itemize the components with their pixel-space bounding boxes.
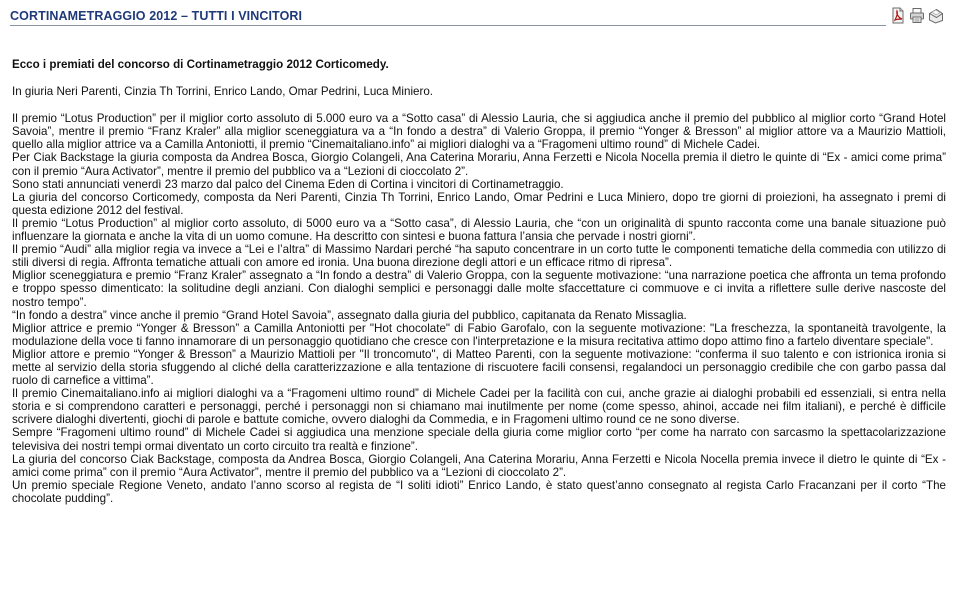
article-paragraph: La giuria del concorso Ciak Backstage, composta da Andrea Bosca, Giorgio Colangeli, Ana Caterina Morariu, Anna Ferzetti e Nicola Nocella premia invece il dietro le quinte di “Ex - amici come prima” con il premio “Aura Activator”, mentre il premio del pubblico va a “Lezioni di cioccolato 2”.	[12, 452, 946, 479]
article-paragraph: Un premio speciale Regione Veneto, andato l’anno scorso al regista de “I soliti idioti” Enrico Lando, è stato quest’anno consegnato al regista Carlo Fracanzani per il corto “The chocolate pudding”.	[12, 478, 946, 505]
article-tools	[890, 7, 944, 24]
article-header	[10, 6, 940, 28]
article-paragraph: Miglior attore e premio “Yonger & Bresson” a Maurizio Mattioli per "Il troncomuto", di Matteo Parenti, con la seguente motivazione: “conferma il suo talento e con istrionica ironia si mette al servizio della storia sfuggendo al cliché della caratterizzazione e alla tentazione di riscuotere facili consensi, regalandoci un personaggio credibile che con garbo passa dal ruolo di carnefice a vittima”.	[12, 347, 946, 388]
article-body	[12, 58, 946, 505]
article-paragraph: Il premio “Lotus Production” per il miglior corto assoluto di 5.000 euro va a “Sotto casa” di Alessio Lauria, che si aggiudica anche il premio del pubblico al miglior corto “Grand Hotel Savoia”, mentre il premio “Franz Kraler” alla miglior sceneggiatura va a “In fondo a destra” di Valerio Groppa, il premio “Yonger & Bresson” al miglior attore va a Maurizio Mattioli, quello alla miglior attrice va a Camilla Antoniotti, il premio “Cinemaitaliano.info” ai migliori dialoghi va a “Fragomeni ultimo round” di Michele Cadei.	[12, 112, 946, 152]
title-divider	[10, 25, 886, 26]
article-paragraph: Il premio Cinemaitaliano.info ai migliori dialoghi va a “Fragomeni ultimo round” di Michele Cadei per la facilità con cui, anche grazie ai dialoghi probabili ed essenziali, si entra nella storia e si comprendono caratteri e personaggi, perché i personaggi non si chiamano mai inutilmente per nome (come spesso, ahinoi, accade nei film italiani), e perché è difficile scrivere dialoghi divertenti, giochi di parole e battute comiche, ovvero dialoghi da Commedia, e in Fragomeni ultimo round ce ne sono diverse.	[12, 387, 946, 427]
article-paragraph: Sempre “Fragomeni ultimo round” di Michele Cadei si aggiudica una menzione speciale della giuria come miglior corto “per come ha narrato con sarcasmo la spettacolarizzazione televisiva dei nostri tempi ormai diventato un corto circuito tra realtà e finzione”.	[12, 426, 946, 453]
jury-line: In giuria Neri Parenti, Cinzia Th Torrini, Enrico Lando, Omar Pedrini, Luca Miniero.	[12, 85, 433, 99]
article-paragraph: Miglior sceneggiatura e premio “Franz Kraler” assegnato a “In fondo a destra” di Valerio Groppa, con la seguente motivazione: “una narrazione poetica che affronta un tema profondo e troppo spesso dimenticato: la solitudine degli anziani. Con dialoghi semplici e personaggi dalle molte sfaccettature ci commuove e ci invita a riflettere sulle derive nascoste del nostro tempo”.	[12, 269, 946, 309]
page-title: CORTINAMETRAGGIO 2012 – TUTTI I VINCITORI	[10, 9, 303, 23]
pdf-icon[interactable]	[890, 7, 906, 24]
article-paragraph: Il premio “Audi” alla miglior regia va invece a “Lei e l’altra” di Massimo Nardari perché “ha saputo concentrare in un corto tutte le componenti tematiche della commedia con utilizzo di stili diversi di regia. Affronta tematiche attuali con amore ed ironia. Una buona direzione degli attori e un efficace ritmo di ripresa”.	[12, 243, 946, 270]
print-icon[interactable]	[909, 7, 925, 24]
email-icon[interactable]	[928, 7, 944, 24]
article-paragraph: La giuria del concorso Corticomedy, composta da Neri Parenti, Cinzia Th Torrini, Enrico Lando, Omar Pedrini e Luca Miniero, dopo tre giorni di proiezioni, ha assegnato i premi di questa edizione 2012 del festival.	[12, 190, 946, 217]
article-paragraph: Sono stati annunciati venerdì 23 marzo dal palco del Cinema Eden di Cortina i vincitori di Cortinametraggio.	[12, 177, 564, 191]
article-paragraph: Per Ciak Backstage la giuria composta da Andrea Bosca, Giorgio Colangeli, Ana Caterina Morariu, Anna Ferzetti e Nicola Nocella premia il dietro le quinte di “Ex - amici come prima” con il premio “Aura Activator”, mentre il premio del pubblico va a “Lezioni di cioccolato 2”.	[12, 151, 946, 178]
article-lead: Ecco i premiati del concorso di Cortinametraggio 2012 Corticomedy.	[12, 58, 389, 71]
article-paragraph: “In fondo a destra” vince anche il premio “Grand Hotel Savoia”, assegnato dalla giuria del pubblico, capitanata da Renato Missaglia.	[12, 308, 687, 322]
article-paragraph: Il premio “Lotus Production” al miglior corto assoluto, di 5000 euro va a “Sotto casa”, di Alessio Lauria, che “con un originalità di spunto racconta come una banale situazione può influenzare la giornata e anche la vita di un uomo comune. Ha descritto con sintesi e buona fattura l’ansia che pervade i nostri giorni”.	[12, 216, 946, 244]
article-paragraph: Miglior attrice e premio “Yonger & Bresson” a Camilla Antoniotti per "Hot chocolate" di Fabio Garofalo, con la seguente motivazione: "La freschezza, la spontaneità travolgente, la modulazione della voce ti fanno innamorare di un personaggio quotidiano che cresce con l'interpretazione e la misura recitativa attimo dopo attimo fino a fartelo diventare speciale".	[12, 321, 946, 348]
